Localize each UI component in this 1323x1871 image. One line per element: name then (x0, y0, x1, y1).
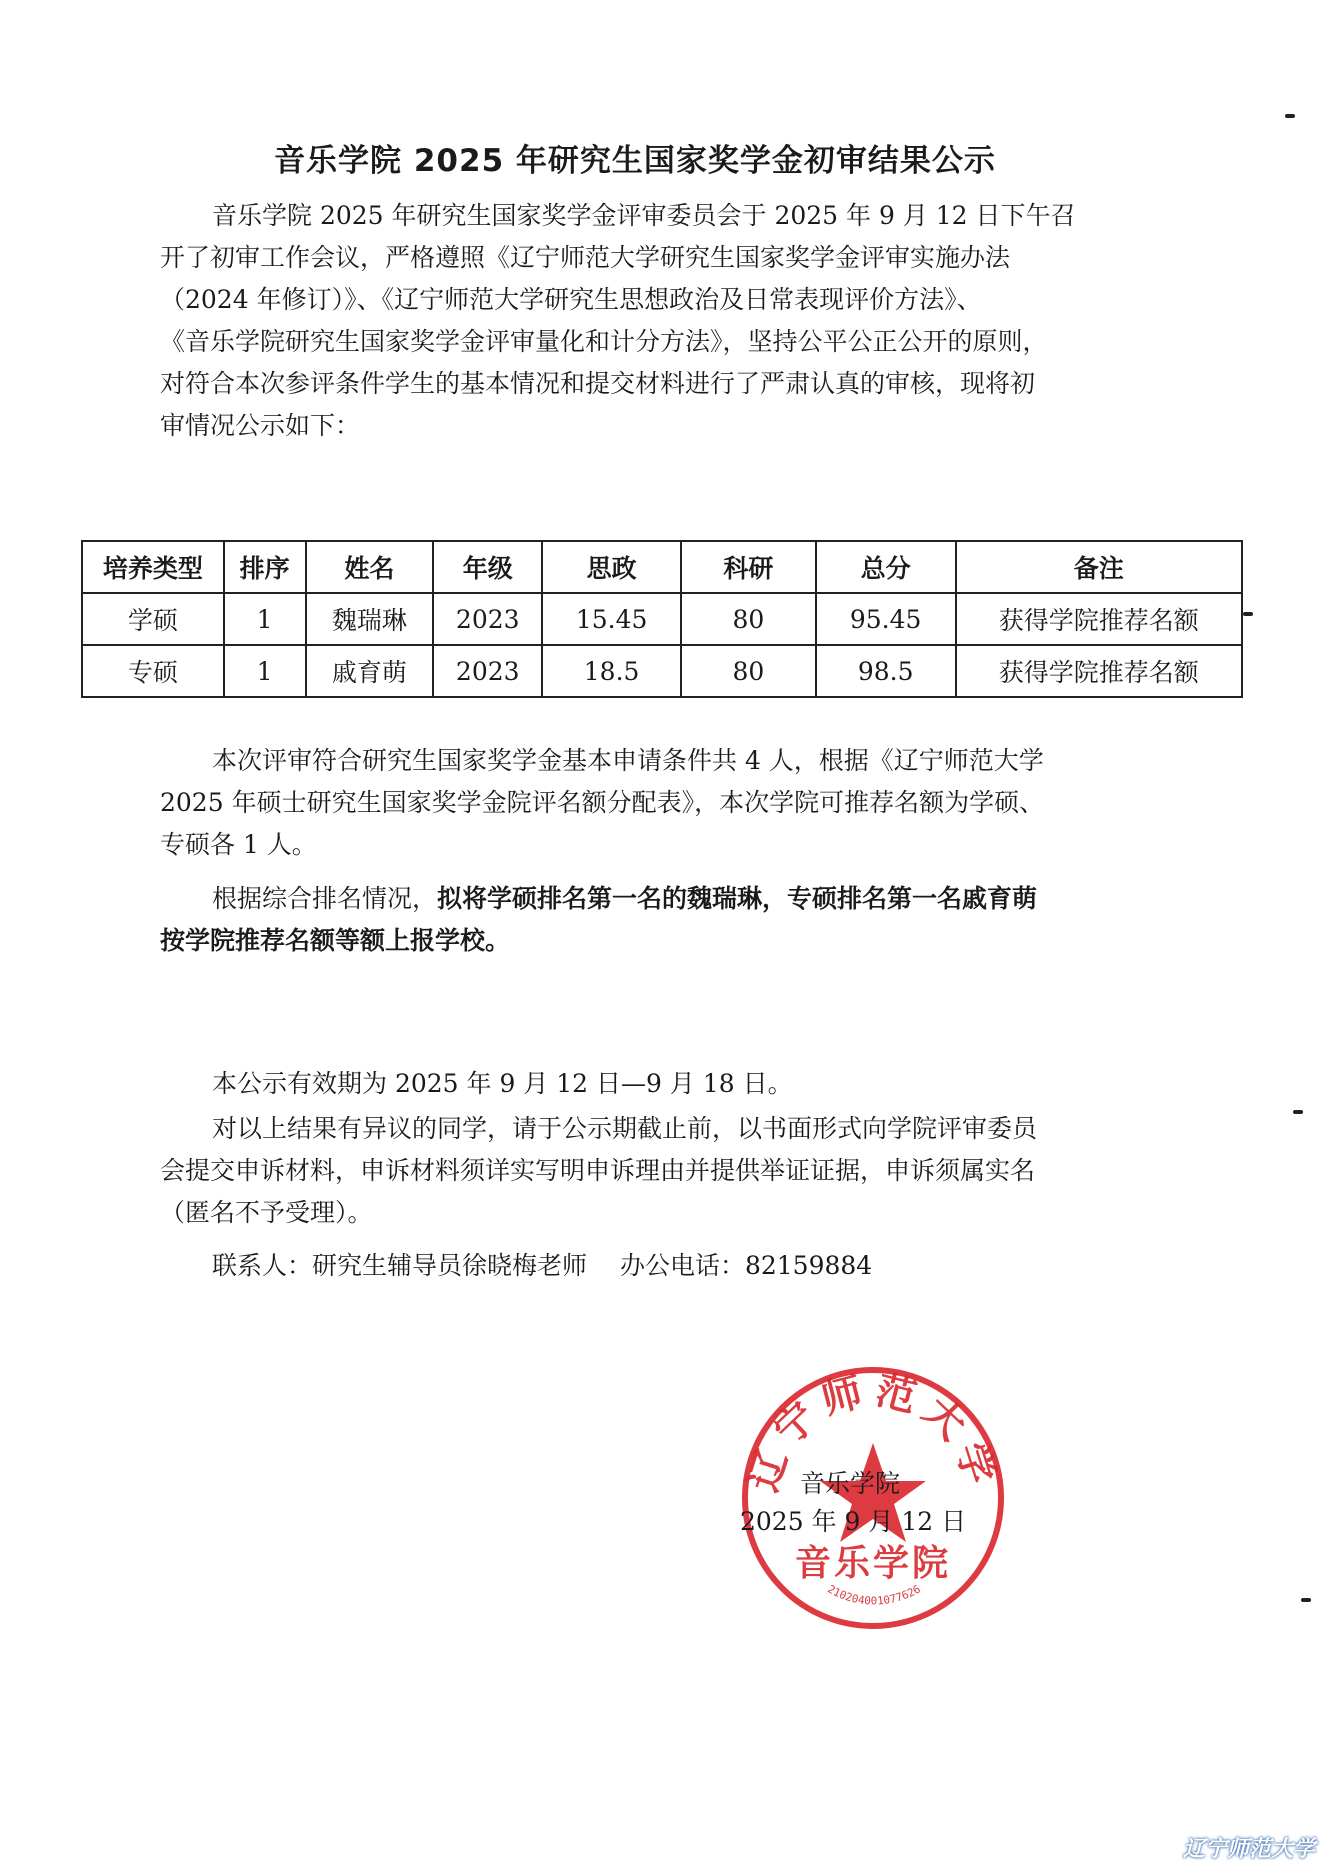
table-cell: 95.45 (816, 593, 956, 645)
decision-line (160, 878, 1120, 920)
appeal-paragraph (160, 1108, 1120, 1234)
seal-serial: 2102040010776​26 (825, 1582, 923, 1608)
quota-line: 专硕各 1 人。 (160, 830, 317, 859)
table-cell: 18.5 (542, 645, 681, 697)
appeal-line: 对以上结果有异议的同学，请于公示期截止前，以书面形式向学院评审委员 (212, 1114, 1038, 1143)
watermark-logo: 辽宁师范大学 (1182, 1837, 1315, 1862)
signature-org: 音乐学院 (800, 1469, 901, 1498)
table-cell: 2023 (433, 645, 542, 697)
column-header: 姓名 (306, 541, 434, 593)
decision-paragraph (160, 878, 1120, 962)
table-cell: 1 (224, 645, 306, 697)
table-cell: 获得学院推荐名额 (956, 645, 1242, 697)
decision-bold-text: 拟将学硕排名第一名的魏瑞琳，专硕排名第一名戚育萌 (437, 884, 1038, 913)
scan-mark (1243, 612, 1253, 616)
table-cell: 15.45 (542, 593, 681, 645)
table-cell: 98.5 (816, 645, 956, 697)
quota-line: 本次评审符合研究生国家奖学金基本申请条件共 4 人，根据《辽宁师范大学 (212, 746, 1044, 775)
table-cell: 获得学院推荐名额 (956, 593, 1242, 645)
column-header: 年级 (433, 541, 542, 593)
column-header: 总分 (816, 541, 956, 593)
quota-line: 2025 年硕士研究生国家奖学金院评名额分配表》，本次学院可推荐名额为学硕、 (160, 788, 1045, 817)
table-row (82, 645, 1242, 697)
signature-date: 2025 年 9 月 12 日 (740, 1507, 967, 1536)
validity-paragraph (160, 1063, 1120, 1105)
intro-line: 音乐学院 2025 年研究生国家奖学金评审委员会于 2025 年 9 月 12 日下午召 (212, 201, 1076, 230)
intro-line: 《音乐学院研究生国家奖学金评审量化和计分方法》，坚持公平公正公开的原则， (160, 327, 1048, 356)
intro-line: 开了初审工作会议，严格遵照《辽宁师范大学研究生国家奖学金评审实施办法 (160, 243, 1011, 272)
signature-block (740, 1465, 966, 1541)
column-header: 思政 (542, 541, 681, 593)
decision-line: 按学院推荐名额等额上报学校。 (160, 926, 511, 955)
column-header: 培养类型 (82, 541, 224, 593)
decision-text: 根据综合排名情况， (212, 884, 438, 913)
results-table (81, 540, 1243, 698)
table-cell: 1 (224, 593, 306, 645)
appeal-line: （匿名不予受理）。 (160, 1198, 373, 1227)
table-cell: 专硕 (82, 645, 224, 697)
page-title: 音乐学院 2025 年研究生国家奖学金初审结果公示 (274, 143, 996, 179)
scan-mark (1285, 114, 1295, 118)
column-header: 排序 (224, 541, 306, 593)
contact-paragraph (160, 1245, 1120, 1287)
table-cell: 2023 (433, 593, 542, 645)
table-row (82, 593, 1242, 645)
intro-line: 对符合本次参评条件学生的基本情况和提交材料进行了严肃认真的审核，现将初 (160, 369, 1036, 398)
svg-text:2102040010776​26 (825, 1582, 923, 1607)
table-cell: 80 (681, 645, 816, 697)
contact-line: 联系人：研究生辅导员徐晓梅老师 办公电话：82159884 (212, 1251, 873, 1280)
seal-center-text: 音乐学院 (794, 1543, 952, 1584)
column-header: 科研 (681, 541, 816, 593)
table-cell: 80 (681, 593, 816, 645)
intro-paragraph (160, 195, 1120, 447)
table-header-row (82, 541, 1242, 593)
validity-line: 本公示有效期为 2025 年 9 月 12 日—9 月 18 日。 (212, 1069, 793, 1098)
seal-arc-text: 辽宁师范大学 (740, 1366, 1006, 1498)
table-cell: 魏瑞琳 (306, 593, 434, 645)
intro-line: 审情况公示如下： (160, 411, 361, 440)
table-cell: 学硕 (82, 593, 224, 645)
intro-line: （2024 年修订）》、《辽宁师范大学研究生思想政治及日常表现评价方法》、 (160, 285, 982, 314)
scan-mark (1301, 1598, 1311, 1602)
column-header: 备注 (956, 541, 1242, 593)
table-cell: 戚育萌 (306, 645, 434, 697)
scan-mark (1293, 1110, 1303, 1114)
quota-paragraph (160, 740, 1120, 866)
appeal-line: 会提交申诉材料，申诉材料须详实写明申诉理由并提供举证证据，申诉须属实名 (160, 1156, 1036, 1185)
